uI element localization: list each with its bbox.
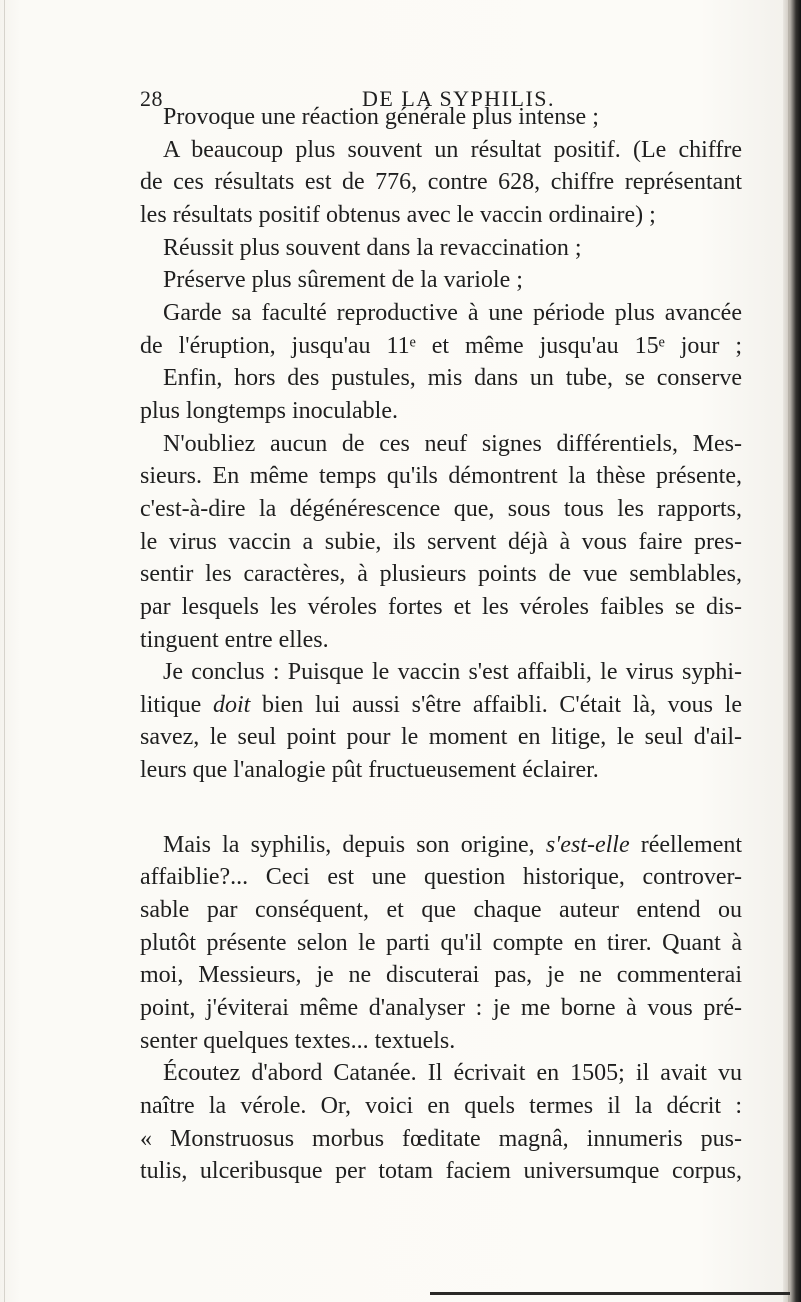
- italic-phrase-sest-elle: s'est-elle: [545, 831, 630, 858]
- text-line-15: sentir les caractères, à plusieurs points de vue semblables,: [140, 561, 742, 588]
- text-line-25: plutôt présente selon le parti qu'il compte en tirer. Quant à: [140, 929, 742, 956]
- text-line-3: de ces résultats est de 776, contre 628, chiffre représentant: [140, 169, 742, 196]
- text-line-16: par lesquels les véroles fortes et les véroles faibles se dis-: [140, 593, 742, 620]
- text-line-1: Provoque une réaction générale plus intense ;: [163, 104, 599, 130]
- text-line-5: Réussit plus souvent dans la revaccination ;: [163, 234, 582, 261]
- text-line-12: sieurs. En même temps qu'ils démontrent la thèse présente,: [140, 463, 742, 490]
- bottom-edge-shadow: [430, 1292, 790, 1295]
- text-line-17: tinguent entre elles.: [140, 626, 329, 653]
- text-line-21: leurs que l'analogie pût fructueusement éclairer.: [140, 757, 599, 784]
- text-line-22: [140, 829, 742, 862]
- text-line-14: le virus vaccin a subie, ils servent déjà à vous faire pres-: [140, 528, 742, 555]
- text-line-2: A beaucoup plus souvent un résultat positif. (Le chiffre: [163, 136, 742, 163]
- text-line-8: de l'éruption, jusqu'au 11ᵉ et même jusqu'au 15ᵉ jour ;: [140, 332, 742, 359]
- text-line-29: Écoutez d'abord Catanée. Il écrivait en 1505; il avait vu: [163, 1060, 742, 1087]
- text-line-18: Je conclus : Puisque le vaccin s'est affaibli, le virus syphi-: [163, 659, 742, 686]
- italic-word-doit: doit: [212, 691, 251, 718]
- scan-left-line: [4, 0, 5, 1302]
- page-number: 28: [140, 86, 163, 111]
- text-line-7: Garde sa faculté reproductive à une période plus avancée: [163, 299, 742, 326]
- running-title: DE LA SYPHILIS.: [362, 86, 556, 111]
- text-line-6: Préserve plus sûrement de la variole ;: [163, 267, 523, 294]
- text-line-26: moi, Messieurs, je ne discuterai pas, je ne commenterai: [140, 962, 742, 989]
- text-line-31: « Monstruosus morbus fœditate magnâ, innumeris pus-: [140, 1125, 742, 1152]
- text-line-30: naître la vérole. Or, voici en quels termes il la décrit :: [140, 1093, 742, 1120]
- text-line-22-start: Mais la syphilis, depuis son origine,: [163, 831, 535, 858]
- text-line-19-end: bien lui aussi s'être affaibli. C'était là, vous le: [261, 691, 742, 718]
- text-line-28: senter quelques textes... textuels.: [140, 1027, 456, 1054]
- text-line-22-end: réellement: [640, 831, 743, 858]
- page-binding-edge: [783, 0, 801, 1302]
- text-line-13: c'est-à-dire la dégénérescence que, sous tous les rapports,: [140, 495, 742, 522]
- paragraph-gap: [140, 787, 742, 829]
- text-line-10: plus longtemps inoculable.: [140, 397, 398, 424]
- text-line-23: affaiblie?... Ceci est une question historique, controver-: [140, 864, 742, 891]
- text-line-19-start: litique: [140, 691, 202, 718]
- page-body: [140, 101, 742, 1188]
- text-line-27: point, j'éviterai même d'analyser : je me borne à vous pré-: [140, 995, 742, 1022]
- text-line-24: sable par conséquent, et que chaque auteur entend ou: [140, 897, 742, 924]
- text-line-11: N'oubliez aucun de ces neuf signes différentiels, Mes-: [163, 430, 742, 457]
- text-line-9: Enfin, hors des pustules, mis dans un tube, se conserve: [163, 365, 742, 392]
- text-line-19: [140, 689, 742, 722]
- text-line-4: les résultats positif obtenus avec le vaccin ordinaire) ;: [140, 201, 656, 228]
- text-line-20: savez, le seul point pour le moment en litige, le seul d'ail-: [140, 724, 742, 751]
- text-line-32: tulis, ulceribusque per totam faciem universumque corpus,: [140, 1158, 742, 1185]
